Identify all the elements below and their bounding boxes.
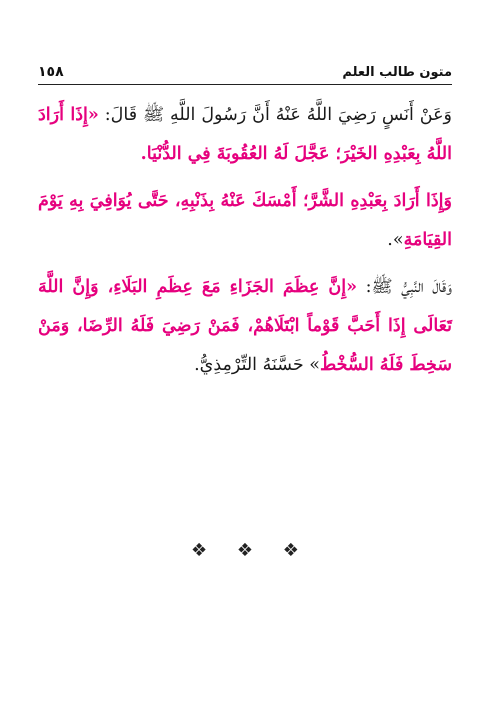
- divider-ornament-icon: ❖: [191, 540, 208, 561]
- divider-ornament-icon: ❖: [282, 540, 299, 561]
- page-body: [38, 96, 452, 393]
- page-number: ١٥٨: [38, 64, 64, 80]
- divider-ornament-icon: ❖: [236, 540, 254, 561]
- grading-note: » حَسَّنَهُ التِّرْمِذِيُّ.: [194, 355, 320, 375]
- running-header: [38, 60, 452, 85]
- hadith-paragraph-2: [38, 182, 452, 260]
- narration-intro: وَقَالَ النَّبِيُّ ﷺ:: [357, 277, 452, 297]
- hadith-text: «إِذَا أَرَادَ اللَّهُ بِعَبْدِهِ الخَيْرَ؛ عَجَّلَ لَهُ العُقُوبَةَ فِي الدُّنْيَا.: [38, 105, 452, 164]
- hadith-paragraph-1: [38, 96, 452, 174]
- quote-closing: ».: [387, 230, 404, 250]
- narration-intro: وَعَنْ أَنَسٍ رَضِيَ اللَّهُ عَنْهُ أَنَّ رَسُولَ اللَّهِ ﷺ قَالَ:: [98, 105, 452, 125]
- hadith-text: وَإِذَا أَرَادَ بِعَبْدِهِ الشَّرَّ؛ أَمْسَكَ عَنْهُ بِذَنْبِهِ، حَتَّى يُوَافِيَ بِهِ يَوْمَ القِيَامَةِ: [38, 191, 452, 250]
- section-divider: [0, 540, 490, 561]
- book-title: متون طالب العلم: [342, 64, 452, 80]
- hadith-text: «إِنَّ عِظَمَ الجَزَاءِ مَعَ عِظَمِ البَلَاءِ، وَإِنَّ اللَّهَ تَعَالَى إِذَا أَحَبَّ قَوْماً ابْتَلَاهُمْ، فَمَنْ رَضِيَ فَلَهُ الرِّضَا، وَمَنْ سَخِطَ فَلَهُ السُّخْطُ: [38, 277, 452, 375]
- hadith-paragraph-3: [38, 268, 452, 385]
